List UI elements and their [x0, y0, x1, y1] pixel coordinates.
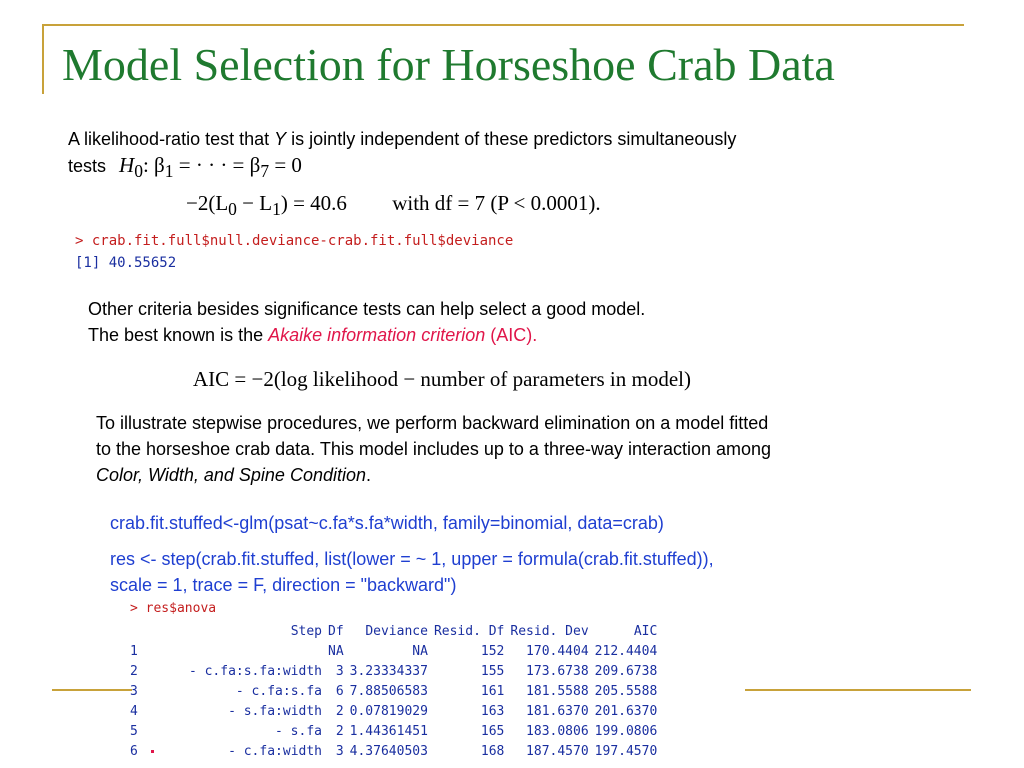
- footer-rule-right: [745, 689, 971, 691]
- anova-cell: 181.5588: [526, 684, 589, 699]
- anova-cell: 4: [130, 704, 138, 719]
- lr-val: ) = 40.6: [280, 191, 347, 215]
- intro-var-y: Y: [274, 129, 287, 149]
- anova-header: Df: [328, 624, 344, 639]
- frame-left-rule: [42, 24, 44, 94]
- lr-sub1: 1: [272, 199, 281, 220]
- code-line-glm: crab.fit.stuffed<-glm(psat~c.fa*s.fa*width, family=binomial, data=crab): [110, 513, 664, 533]
- console-output-1: [1] 40.55652: [75, 255, 177, 271]
- intro-line-1: [68, 126, 736, 152]
- hyp-end: = 0: [269, 153, 302, 177]
- slide-title: Model Selection for Horseshoe Crab Data: [62, 39, 835, 90]
- anova-header: Resid. Dev: [510, 624, 589, 639]
- anova-cell: 7.88506583: [349, 684, 428, 699]
- anova-cell: NA: [412, 644, 428, 659]
- anova-cell: - c.fa:s.fa:width: [188, 664, 322, 679]
- anova-cell: 3: [335, 664, 344, 679]
- anova-cell: 163: [480, 704, 505, 719]
- aic-term: Akaike information criterion: [268, 325, 486, 345]
- anova-row: [130, 642, 663, 662]
- anova-cell: 201.6370: [594, 704, 658, 719]
- anova-cell: [172, 642, 328, 662]
- anova-cell: - s.fa:width: [228, 704, 322, 719]
- anova-cell: 0.07819029: [349, 704, 428, 719]
- anova-cell: 1: [130, 644, 138, 659]
- anova-cell: 168: [480, 744, 505, 759]
- criteria-line-1: Other criteria besides significance tests can help select a good model.: [88, 299, 646, 319]
- anova-row: [130, 722, 663, 742]
- anova-cell: 187.4570: [526, 744, 589, 759]
- anova-cell: 4.37640503: [349, 744, 428, 759]
- lr-sub0: 0: [228, 199, 237, 220]
- console-command-1: > crab.fit.full$null.deviance-crab.fit.full$deviance: [75, 233, 514, 249]
- anova-cell: 197.4570: [594, 744, 658, 759]
- anova-cell: 170.4404: [526, 644, 589, 659]
- anova-cell: - c.fa:s.fa: [235, 684, 322, 699]
- null-hypothesis: [119, 153, 302, 182]
- anova-cell: NA: [328, 644, 344, 659]
- anova-cell: 181.6370: [526, 704, 589, 719]
- hyp-beta-sub7: 7: [260, 161, 270, 182]
- stepwise-period: .: [366, 465, 372, 485]
- anova-cell: 161: [480, 684, 505, 699]
- lr-eq: −2(L: [186, 191, 229, 215]
- console-command-2: > res$anova: [130, 601, 217, 616]
- code-line-step-1: res <- step(crab.fit.stuffed, list(lower = ~ 1, upper = formula(crab.fit.stuffed)),: [110, 549, 714, 569]
- criteria-line-2: [88, 322, 537, 348]
- console-cursor-mark: [151, 750, 154, 753]
- anova-header: Resid. Df: [433, 624, 505, 639]
- hyp-beta-sub1: 1: [164, 161, 174, 182]
- anova-header: Deviance: [365, 624, 428, 639]
- criteria-text: The best known is the: [88, 325, 264, 345]
- anova-cell: 5: [130, 724, 138, 739]
- anova-cell: 152: [480, 644, 505, 659]
- anova-row: [130, 662, 663, 682]
- aic-abbrev: (AIC).: [490, 325, 538, 345]
- anova-cell: 212.4404: [594, 644, 658, 659]
- anova-cell: 3: [335, 744, 344, 759]
- anova-cell: - c.fa:width: [228, 744, 322, 759]
- stepwise-variables: Color, Width, and Spine Condition: [96, 465, 366, 485]
- intro-line-2: [68, 152, 302, 184]
- anova-cell: 6: [335, 684, 344, 699]
- anova-row: [130, 682, 663, 702]
- lr-df: with df = 7 (P < 0.0001).: [392, 191, 601, 215]
- lr-minus: − L: [236, 191, 273, 215]
- anova-header: Step: [290, 624, 322, 639]
- anova-cell: 3: [130, 684, 138, 699]
- hyp-sub: 0: [134, 161, 143, 182]
- intro-tests: tests: [68, 156, 107, 176]
- anova-header: [130, 622, 172, 642]
- anova-header: AIC: [633, 624, 658, 639]
- anova-row: [130, 702, 663, 722]
- lr-statistic: [186, 190, 601, 222]
- stepwise-line-3: [96, 462, 371, 488]
- anova-cell: 183.0806: [526, 724, 589, 739]
- intro-text-b: is jointly independent of these predictors simultaneously: [291, 129, 737, 149]
- anova-row: [130, 742, 663, 762]
- anova-cell: 209.6738: [594, 664, 658, 679]
- frame-top-rule: [42, 24, 964, 26]
- anova-cell: 205.5588: [594, 684, 658, 699]
- anova-cell: 199.0806: [594, 724, 658, 739]
- hyp-h: H: [119, 153, 135, 177]
- anova-header-row: [130, 622, 663, 642]
- anova-cell: 155: [480, 664, 505, 679]
- anova-cell: 2: [130, 664, 138, 679]
- code-line-step-2: scale = 1, trace = F, direction = "backward"): [110, 575, 457, 595]
- anova-cell: 3.23334337: [349, 664, 428, 679]
- stepwise-line-2: to the horseshoe crab data. This model includes up to a three-way interaction among: [96, 439, 772, 459]
- hyp-mid: = · · · = β: [173, 153, 261, 177]
- anova-cell: 2: [335, 724, 344, 739]
- intro-text-a: A likelihood-ratio test that: [68, 129, 270, 149]
- footer-rule-left: [52, 689, 132, 691]
- aic-formula: AIC = −2(log likelihood − number of parameters in model): [193, 367, 692, 391]
- anova-table: [130, 622, 663, 762]
- anova-cell: 2: [335, 704, 344, 719]
- hyp-rest: : β: [142, 153, 165, 177]
- anova-cell: 1.44361451: [349, 724, 428, 739]
- anova-cell: - s.fa: [275, 724, 322, 739]
- anova-cell: 173.6738: [526, 664, 589, 679]
- anova-cell: 6: [130, 744, 138, 759]
- anova-cell: 165: [480, 724, 505, 739]
- stepwise-line-1: To illustrate stepwise procedures, we perform backward elimination on a model fitted: [96, 413, 769, 433]
